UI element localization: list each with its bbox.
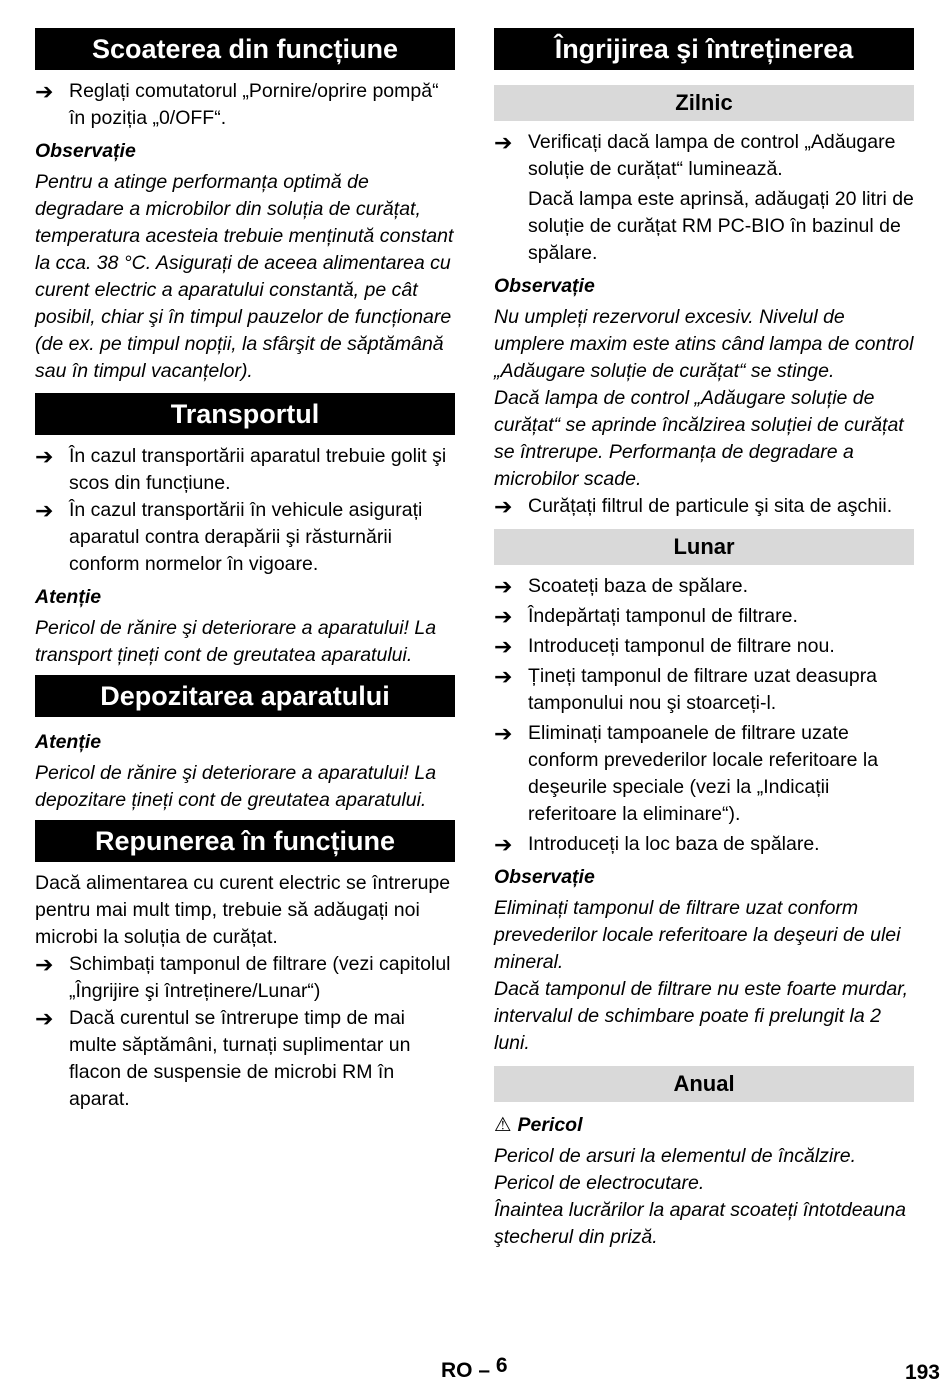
step-item [494, 633, 914, 660]
right-column [494, 28, 914, 1251]
note-label: Observație [35, 140, 136, 162]
section-title-ingrijire: Îngrijirea şi întreținerea [494, 28, 914, 70]
step-item [35, 1005, 455, 1113]
step-item [35, 497, 455, 578]
left-column [35, 28, 455, 1113]
step-item [494, 720, 914, 828]
step-item [494, 603, 914, 630]
step-text: În cazul transportării în vehicule asigurați aparatul contra derapării şi răsturnării conform normelor în vigoare. [69, 499, 423, 575]
note-text: Pentru a atinge performanța optimă de degradare a microbilor din soluția de curățat, temperatura acesteia trebuie menținută constant la cca. 38 °C. Asigurați de aceea alimentarea cu curent electric a aparatului constantă, pe cât posibil, chiar şi în timpul pauzelor de funcționare (de ex. pe timpul nopții, la sfârşit de săptămână sau în timpul vacanțelor). [35, 171, 454, 382]
note-text: Dacă tamponul de filtrare nu este foarte murdar, intervalul de schimbare poate fi prelungit la 2 luni. [494, 978, 909, 1054]
intro-text: Dacă alimentarea cu curent electric se întrerupe pentru mai mult timp, trebuie să adăugați noi microbi la soluția de curățat. [35, 872, 451, 948]
step-text: Schimbați tamponul de filtrare (vezi capitolul „Îngrijire şi întreținere/Lunar“) [69, 953, 451, 1002]
warning-text: Pericol de rănire şi deteriorare a aparatului! La transport țineți cont de greutatea aparatului. [35, 617, 437, 666]
danger-label: Pericol [517, 1114, 583, 1136]
step-text: Dacă curentul se întrerupe timp de mai multe săptămâni, turnați suplimentar un flacon de suspensie de microbi RM în aparat. [69, 1007, 411, 1110]
note-label: Observație [494, 275, 595, 297]
arrow-right-icon: ➔ [35, 952, 54, 977]
arrow-right-icon: ➔ [35, 1006, 54, 1031]
arrow-right-icon: ➔ [494, 574, 513, 599]
step-text: Introduceți tamponul de filtrare nou. [528, 635, 835, 657]
danger-text: Pericol de arsuri la elementul de încălzire. [494, 1145, 857, 1167]
step-text: Curățați filtrul de particule şi sita de aşchii. [528, 495, 893, 517]
step-item [35, 443, 455, 497]
warning-text: Pericol de rănire şi deteriorare a aparatului! La depozitare țineți cont de greutatea aparatului. [35, 762, 437, 811]
arrow-right-icon: ➔ [35, 444, 54, 469]
footer-section-page [441, 1354, 508, 1383]
note-label: Observație [494, 866, 595, 888]
step-item [35, 951, 455, 1005]
danger-text: Pericol de electrocutare. [494, 1172, 705, 1194]
note-text: Eliminați tamponul de filtrare uzat conform prevederilor locale referitoare la deşeuri de ulei mineral. [494, 897, 901, 973]
step-item [35, 78, 455, 132]
step-text: Introduceți la loc baza de spălare. [528, 833, 820, 855]
arrow-right-icon: ➔ [494, 664, 513, 689]
section-title-repunere: Repunerea în funcțiune [35, 820, 455, 862]
arrow-right-icon: ➔ [494, 832, 513, 857]
subsection-title-lunar: Lunar [494, 529, 914, 565]
arrow-right-icon: ➔ [494, 604, 513, 629]
footer-dash: – [478, 1359, 491, 1382]
step-item [494, 663, 914, 717]
step-item [494, 831, 914, 858]
warning-label: Atenție [35, 731, 102, 753]
step-text [528, 129, 914, 267]
section-title-scoaterea: Scoaterea din funcțiune [35, 28, 455, 70]
subsection-title-zilnic: Zilnic [494, 85, 914, 121]
section-title-depozitare: Depozitarea aparatului [35, 675, 455, 717]
section-title-transport: Transportul [35, 393, 455, 435]
step-item [494, 129, 914, 267]
arrow-right-icon: ➔ [494, 634, 513, 659]
step-text: În cazul transportării aparatul trebuie golit şi scos din funcțiune. [69, 445, 447, 494]
step-text: Reglați comutatorul „Pornire/oprire pompă“ în poziția „0/OFF“. [69, 80, 439, 129]
footer-lang: RO [441, 1359, 473, 1382]
step-text: Eliminați tampoanele de filtrare uzate conform prevederilor locale referitoare la deşeurile speciale (vezi la „Indicații referitoare la eliminare“). [528, 722, 879, 825]
danger-label-row [494, 1112, 914, 1139]
step-text-continued: Dacă lampa este aprinsă, adăugați 20 litri de soluție de curățat RM PC-BIO în bazinul de spălare. [528, 188, 914, 264]
arrow-right-icon: ➔ [494, 721, 513, 746]
step-text: Scoateți baza de spălare. [528, 575, 749, 597]
step-text: Îndepărtați tamponul de filtrare. [528, 605, 798, 627]
warning-label: Atenție [35, 586, 102, 608]
note-text: Nu umpleți rezervorul excesiv. Nivelul de umplere maxim este atins când lampa de control „Adăugare soluție de curățat“ se stinge. [494, 306, 914, 382]
step-text-main: Verificați dacă lampa de control „Adăugare soluție de curățat“ luminează. [528, 131, 896, 180]
step-text: Țineți tamponul de filtrare uzat deasupra tamponului nou şi stoarceți-l. [528, 665, 878, 714]
footer-section-number: 6 [495, 1354, 508, 1377]
step-item [494, 573, 914, 600]
warning-triangle-icon: ⚠ [494, 1114, 512, 1136]
danger-text: Înaintea lucrărilor la aparat scoateți întotdeauna ştecherul din priză. [494, 1199, 906, 1248]
arrow-right-icon: ➔ [35, 79, 54, 104]
arrow-right-icon: ➔ [494, 130, 513, 155]
step-item [494, 493, 914, 520]
subsection-title-anual: Anual [494, 1066, 914, 1102]
arrow-right-icon: ➔ [494, 494, 513, 519]
note-text: Dacă lampa de control „Adăugare soluție de curățat“ se aprinde încălzirea soluției de curățat se întrerupe. Performanța de degradare a microbilor scade. [494, 387, 904, 490]
arrow-right-icon: ➔ [35, 498, 54, 523]
page-number: 193 [904, 1361, 940, 1384]
